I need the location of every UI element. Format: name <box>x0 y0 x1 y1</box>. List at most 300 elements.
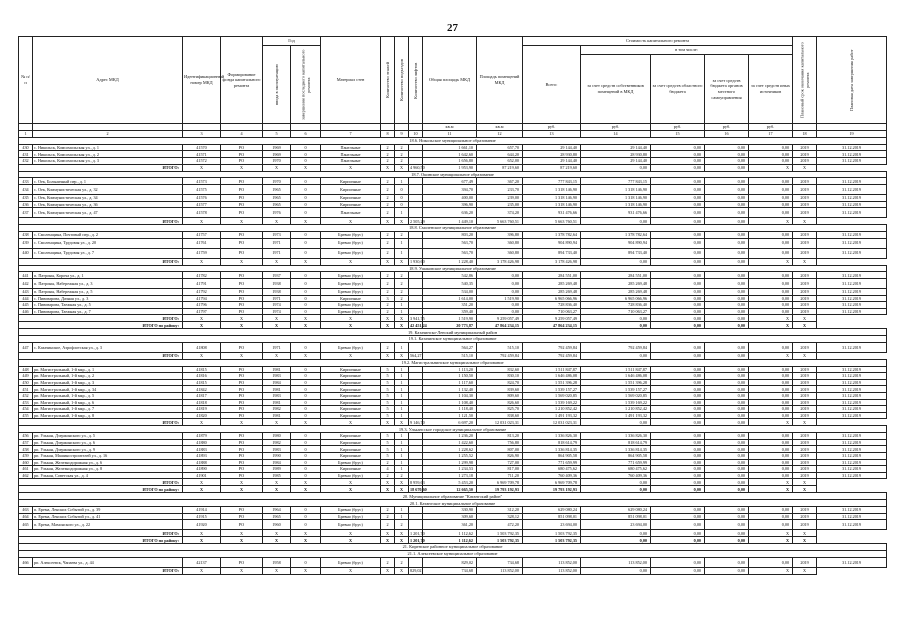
table-cell: 1989 <box>263 466 291 473</box>
table-cell: 41883 <box>183 446 221 453</box>
table-cell: 2 <box>381 557 395 567</box>
subtotal-label: ИТОГО: <box>19 479 183 486</box>
table-cell: 0,00 <box>749 433 793 440</box>
table-cell: 31.12.2019 <box>817 201 887 208</box>
table-cell: 1 <box>395 342 409 352</box>
table-cell: 394,70 <box>423 184 477 194</box>
table-cell: 2 <box>381 272 395 279</box>
table-cell: 2 <box>381 472 395 479</box>
table-cell: Х <box>381 322 395 329</box>
table-cell: 465 <box>19 520 33 530</box>
table-cell: Х <box>395 530 409 537</box>
table-cell: 41761 <box>183 238 221 248</box>
table-cell: рп. Улькан, Дзержинского ул., д. 9 <box>33 446 183 453</box>
table-cell: 710 063,27 <box>581 308 651 315</box>
table-cell: п. Ерема, Ленских Событий ул., д. 39 <box>33 507 183 514</box>
table-cell: 1 299,98 <box>423 459 477 466</box>
col-entrances-header: Количество подъездов <box>395 37 409 124</box>
table-cell: 31.12.2019 <box>817 272 887 279</box>
table-cell: 864 905,58 <box>581 453 651 460</box>
table-cell: 1 551 396,28 <box>523 379 581 386</box>
table-cell: РО <box>221 453 263 460</box>
table-cell: 6 969 709,78 <box>523 479 581 486</box>
table-cell: 1 539 157,27 <box>523 386 581 393</box>
table-cell: 23 694,00 <box>523 520 581 530</box>
table-cell: 31.12.2019 <box>817 557 887 567</box>
subtotal-row <box>19 164 887 171</box>
table-cell: Х <box>183 419 221 426</box>
table-cell: 31.12.2019 <box>817 295 887 302</box>
table-cell: 0,00 <box>705 466 749 473</box>
table-cell: 0,00 <box>705 272 749 279</box>
table-cell: 2019 <box>793 208 817 218</box>
table-cell: Х <box>381 537 395 544</box>
table-cell <box>409 379 423 386</box>
table-cell: Х <box>749 218 793 225</box>
table-cell: 3 941,75 <box>410 315 425 321</box>
section-row <box>19 336 887 343</box>
table-cell: 0,00 <box>749 201 793 208</box>
table-cell: Х <box>221 537 263 544</box>
table-cell: 0,00 <box>749 178 793 185</box>
table-cell: 0 <box>395 184 409 194</box>
table-cell: 1 104,30 <box>423 393 477 400</box>
table-cell: Х <box>291 164 321 171</box>
table-cell <box>409 446 423 453</box>
table-cell: 449 <box>19 373 33 380</box>
table-cell: 19 793 192,93 <box>477 486 523 493</box>
district-total-label: ИТОГО по району: <box>19 537 183 544</box>
table-cell: 41570 <box>183 144 221 151</box>
table-cell: 0,00 <box>705 352 749 359</box>
table-cell: 1 930,60 <box>410 258 425 264</box>
table-cell: 1976 <box>263 208 291 218</box>
table-cell: 2019 <box>793 507 817 514</box>
table-cell: 0,00 <box>651 315 705 322</box>
table-cell: 0,00 <box>705 238 749 248</box>
col-num-header: № п/п <box>19 37 33 124</box>
table-cell: 456 <box>19 433 33 440</box>
table-cell: 0,00 <box>749 184 793 194</box>
table-cell: 826,60 <box>477 399 523 406</box>
table-cell: 360,80 <box>477 238 523 248</box>
table-cell: Х <box>221 164 263 171</box>
table-cell <box>409 201 423 208</box>
table-cell: 1 112,62 <box>423 537 477 544</box>
table-cell <box>409 208 423 218</box>
table-cell: РО <box>221 507 263 514</box>
table-row <box>19 308 887 315</box>
table-cell: 113 852,00 <box>581 557 651 567</box>
section-title: 21. Киренское районное муниципальное образование <box>19 544 887 551</box>
table-cell: 400,00 <box>423 194 477 201</box>
col-floors-header: Количество этажей <box>381 37 395 124</box>
table-cell: Х <box>183 258 221 265</box>
table-cell: 0,00 <box>581 537 651 544</box>
table-cell: 31.12.2019 <box>817 507 887 514</box>
table-cell: 2019 <box>793 557 817 567</box>
table-cell <box>409 520 423 530</box>
table-cell: 0,00 <box>651 208 705 218</box>
table-cell: 0,00 <box>749 446 793 453</box>
table-cell: 1 642,60 <box>423 151 477 158</box>
table-cell: 0,00 <box>651 433 705 440</box>
table-cell: РО <box>221 231 263 238</box>
section-row <box>19 329 887 336</box>
table-cell: Х <box>321 164 381 171</box>
table-cell: 564,27 <box>410 353 422 359</box>
table-cell <box>409 178 423 185</box>
table-cell: 1965 <box>263 513 291 520</box>
table-cell <box>409 151 423 158</box>
table-cell: 1990 <box>263 453 291 460</box>
table-cell: 792 459,84 <box>477 352 523 359</box>
table-cell: 2 <box>381 201 395 208</box>
table-cell: 1984 <box>263 379 291 386</box>
table-cell: 0,00 <box>651 278 705 288</box>
table-cell: 760 409,36 <box>581 472 651 479</box>
table-cell: 31.12.2019 <box>817 238 887 248</box>
table-cell: 1981 <box>263 366 291 373</box>
table-cell: 0 <box>291 278 321 288</box>
table-cell: п. Ерема, Ленских Событий ул., д. 41 <box>33 513 183 520</box>
table-cell: 0,00 <box>705 184 749 194</box>
table-cell: РО <box>221 386 263 393</box>
table-cell: 31.12.2019 <box>817 466 887 473</box>
table-cell: 435 <box>19 194 33 201</box>
table-cell <box>409 248 423 258</box>
table-cell: 9 259 057,49 <box>523 315 581 322</box>
table-cell: с. Оек, Коммунистическая ул., д. 32 <box>33 184 183 194</box>
table-cell: 1973 <box>263 231 291 238</box>
table-cell: 6 969 709,78 <box>477 479 523 486</box>
table-cell: 18 670,60 <box>410 486 427 492</box>
table-cell: 31.12.2019 <box>817 302 887 309</box>
table-cell: 41794 <box>183 295 221 302</box>
table-cell: РО <box>221 157 263 164</box>
table-cell: РО <box>221 278 263 288</box>
table-cell: 9 259 057,49 <box>477 315 523 322</box>
table-cell: 904 890,94 <box>581 238 651 248</box>
table-cell: Х <box>395 419 409 426</box>
table-cell: Кирпичные <box>321 373 381 380</box>
table-cell: 0,00 <box>651 184 705 194</box>
table-cell: Х <box>749 530 793 537</box>
table-cell: 41573 <box>183 178 221 185</box>
table-cell: 5 <box>381 412 395 419</box>
section-title: 18.7. Окинское муниципальное образование <box>19 171 887 178</box>
table-cell: 87 219,60 <box>523 164 581 171</box>
col-regional-header: за счет средств областного бюджета <box>651 55 705 124</box>
table-cell: Х <box>395 322 409 329</box>
table-cell: 0,00 <box>749 248 793 258</box>
table-cell: 6 697,20 <box>423 419 477 426</box>
table-cell: рп. Улькан, Железнодорожная ул., д. 6 <box>33 459 183 466</box>
subtotal-label: ИТОГО: <box>19 419 183 426</box>
table-row <box>19 507 887 514</box>
table-cell: 829,02 <box>410 568 422 574</box>
table-cell: 1 336 826,30 <box>523 433 581 440</box>
table-cell: 760 409,36 <box>523 472 581 479</box>
table-cell: 0,00 <box>749 513 793 520</box>
table-cell: 0,00 <box>705 373 749 380</box>
table-cell: 0,00 <box>651 386 705 393</box>
table-cell: Бревно (брус) <box>321 231 381 238</box>
table-cell: 450 <box>19 379 33 386</box>
table-cell: 2 <box>395 144 409 151</box>
table-cell: Х <box>183 479 221 486</box>
table-cell: 23 694,00 <box>581 520 651 530</box>
table-cell: Х <box>263 322 291 329</box>
table-cell: 2019 <box>793 184 817 194</box>
table-cell: 0,00 <box>749 302 793 309</box>
column-number: 1 <box>19 131 33 138</box>
table-cell: 0,00 <box>705 302 749 309</box>
table-row <box>19 412 887 419</box>
table-cell: 0,00 <box>705 537 749 544</box>
table-cell: 0,00 <box>651 231 705 238</box>
table-cell: 0,00 <box>749 379 793 386</box>
table-cell <box>409 194 423 201</box>
table-cell: Бревно (брус) <box>321 272 381 279</box>
table-cell: 0 <box>291 184 321 194</box>
col-id-header: Идентификационный номер МКД <box>183 37 221 124</box>
table-cell: РО <box>221 393 263 400</box>
table-cell: 0,00 <box>749 231 793 238</box>
table-cell: 1938 <box>263 288 291 295</box>
table-cell: 0 <box>395 194 409 201</box>
table-cell: 113 852,00 <box>523 567 581 574</box>
table-row <box>19 393 887 400</box>
table-cell: 460 <box>19 459 33 466</box>
section-title: 20. Муниципальное образование "Катангский район" <box>19 493 887 500</box>
table-cell: 0,00 <box>651 258 705 265</box>
table-cell: Кирпичные <box>321 466 381 473</box>
table-cell: 1 234,53 <box>423 466 477 473</box>
table-cell: 31.12.2019 <box>817 446 887 453</box>
table-cell: 2 <box>381 194 395 201</box>
table-cell: 457 <box>19 439 33 446</box>
table-row <box>19 366 887 373</box>
table-cell: 1 <box>395 386 409 393</box>
table-cell: Кирпичные <box>321 386 381 393</box>
table-cell: Бревно (брус) <box>321 342 381 352</box>
table-cell: 2 <box>381 248 395 258</box>
table-cell: 809,60 <box>477 393 523 400</box>
table-cell: Х <box>291 258 321 265</box>
table-cell: 374,20 <box>477 208 523 218</box>
table-row <box>19 157 887 164</box>
table-cell: 0,00 <box>651 178 705 185</box>
table-cell: 0,00 <box>705 288 749 295</box>
subtotal-label: ИТОГО: <box>19 164 183 171</box>
table-cell: РО <box>221 412 263 419</box>
table-cell: 454 <box>19 406 33 413</box>
table-cell: 47 864 234,15 <box>477 322 523 329</box>
table-cell: 0,00 <box>651 288 705 295</box>
table-cell: Х <box>381 352 395 359</box>
table-cell: 0,00 <box>581 164 651 171</box>
table-cell <box>409 278 423 288</box>
unit-cell: руб. <box>705 124 749 131</box>
table-cell <box>409 439 423 446</box>
table-cell: 0,00 <box>477 308 523 315</box>
table-cell: 41820 <box>183 412 221 419</box>
table-cell: 1 <box>395 393 409 400</box>
table-cell: 31.12.2019 <box>817 278 887 288</box>
section-title: 18.9. Ушаковское муниципальное образование <box>19 265 887 272</box>
table-cell: 0,00 <box>651 459 705 466</box>
table-cell: 1971 <box>263 248 291 258</box>
table-cell: 1 <box>395 466 409 473</box>
table-cell: 0,00 <box>581 486 651 493</box>
section-row <box>19 426 887 433</box>
col-owners-header: за счет средств собственников помещений в МКД <box>581 55 651 124</box>
table-cell: Х <box>183 322 221 329</box>
table-cell: 1 255,52 <box>423 453 477 460</box>
column-number: 18 <box>793 131 817 138</box>
table-cell: 1 539 169,22 <box>581 399 651 406</box>
table-cell: 31.12.2019 <box>817 412 887 419</box>
table-cell: 2019 <box>793 144 817 151</box>
table-cell: 1981 <box>263 399 291 406</box>
table-cell: 710 063,27 <box>523 308 581 315</box>
table-cell: Х <box>321 567 381 574</box>
table-cell: 0 <box>291 366 321 373</box>
column-number: 8 <box>381 131 395 138</box>
table-cell <box>409 433 423 440</box>
table-cell: 1 <box>395 459 409 466</box>
table-cell: Х <box>793 315 817 322</box>
table-cell: Х <box>749 352 793 359</box>
table-cell: 0,00 <box>651 412 705 419</box>
table-cell <box>409 412 423 419</box>
table-cell: Х <box>291 315 321 322</box>
table-cell <box>409 513 423 520</box>
section-title: 21.1. Алексеевское муниципальное образование <box>19 550 887 557</box>
table-cell: 2019 <box>793 373 817 380</box>
table-cell: 284 551,00 <box>523 272 581 279</box>
table-cell: 445 <box>19 302 33 309</box>
table-cell: Х <box>221 218 263 225</box>
table-cell: 1971 <box>263 342 291 352</box>
table-cell: Х <box>321 322 381 329</box>
table-row <box>19 406 887 413</box>
table-cell: 0,00 <box>651 507 705 514</box>
table-cell: 41791 <box>183 278 221 288</box>
section-row <box>19 493 887 500</box>
table-cell: 443 <box>19 288 33 295</box>
table-cell: 0 <box>291 412 321 419</box>
table-cell: 1 539 157,27 <box>581 386 651 393</box>
table-cell: Бревно (брус) <box>321 302 381 309</box>
table-cell: 2 <box>381 288 395 295</box>
table-cell: Х <box>263 486 291 493</box>
table-cell: 5 <box>381 446 395 453</box>
table-cell: 312,20 <box>477 507 523 514</box>
section-title: 18.6. Никольское муниципальное образование <box>19 138 887 145</box>
table-cell: 0,00 <box>705 486 749 493</box>
column-number: 17 <box>749 131 793 138</box>
table-cell: 2 <box>381 157 395 164</box>
table-cell: 0,00 <box>705 412 749 419</box>
table-cell: 436 <box>19 201 33 208</box>
table-row <box>19 272 887 279</box>
table-cell: 2 <box>381 238 395 248</box>
table-cell: 0,00 <box>651 399 705 406</box>
table-cell: РО <box>221 248 263 258</box>
table-cell: 851 098,01 <box>523 513 581 520</box>
table-cell: 2019 <box>793 308 817 315</box>
table-cell: Х <box>793 486 817 493</box>
table-cell: 41815 <box>183 366 221 373</box>
table-cell: 0,00 <box>581 322 651 329</box>
table-cell: 1 449,10 <box>423 218 477 225</box>
table-cell: 1 539 169,22 <box>523 399 581 406</box>
table-cell: Бревно (брус) <box>321 248 381 258</box>
table-cell: 1 201,70 <box>410 530 425 536</box>
table-cell: 433 <box>19 178 33 185</box>
table-cell: рп. Магистральный, 1-й мкр., д. 7 <box>33 406 183 413</box>
table-cell: 2019 <box>793 446 817 453</box>
table-cell: РО <box>221 439 263 446</box>
table-cell: Х <box>321 479 381 486</box>
table-cell: 2019 <box>793 248 817 258</box>
table-cell: 41915 <box>183 513 221 520</box>
table-cell: 0,00 <box>705 151 749 158</box>
table-cell: 657,70 <box>477 144 523 151</box>
table-cell: Х <box>291 486 321 493</box>
table-cell: 1 <box>395 248 409 258</box>
table-cell: 42 451,24 <box>410 322 427 328</box>
table-cell: 2019 <box>793 366 817 373</box>
table-cell: 818 614,79 <box>581 439 651 446</box>
table-cell: Х <box>749 164 793 171</box>
table-cell: 0,00 <box>749 342 793 352</box>
table-cell: 41808 <box>183 342 221 352</box>
table-cell: 1 228,62 <box>423 446 477 453</box>
table-cell: 438 <box>19 231 33 238</box>
table-cell: 31.12.2019 <box>817 406 887 413</box>
table-cell: Кирпичные <box>321 406 381 413</box>
column-number: 3 <box>183 131 221 138</box>
table-cell: Х <box>263 164 291 171</box>
table-cell: 41576 <box>183 194 221 201</box>
table-cell: 0,00 <box>705 322 749 329</box>
section-title: 20.1. Катангское муниципальное образование <box>19 500 887 507</box>
table-cell: 1 422,60 <box>423 439 477 446</box>
table-cell: 31.12.2019 <box>817 194 887 201</box>
table-cell: 0,00 <box>581 419 651 426</box>
table-cell: 235,00 <box>477 201 523 208</box>
table-cell: 771 659,99 <box>523 459 581 466</box>
table-cell: 285 269,48 <box>523 278 581 288</box>
table-cell: 330,90 <box>423 507 477 514</box>
unit-cell: руб. <box>749 124 793 131</box>
unit-cell: кв.м <box>477 124 523 131</box>
table-cell: 430 <box>19 144 33 151</box>
table-cell: с. Смоленщина, Трудовая ул., д. 7 <box>33 248 183 258</box>
table-cell: 462 <box>19 472 33 479</box>
section-row <box>19 544 887 551</box>
table-cell: 0,00 <box>705 459 749 466</box>
table-cell: 47 864 234,15 <box>523 322 581 329</box>
table-cell: 31.12.2019 <box>817 513 887 520</box>
table-cell: 31.12.2019 <box>817 178 887 185</box>
table-cell: 0,00 <box>651 151 705 158</box>
table-cell: 1965 <box>263 194 291 201</box>
column-number: 15 <box>651 131 705 138</box>
